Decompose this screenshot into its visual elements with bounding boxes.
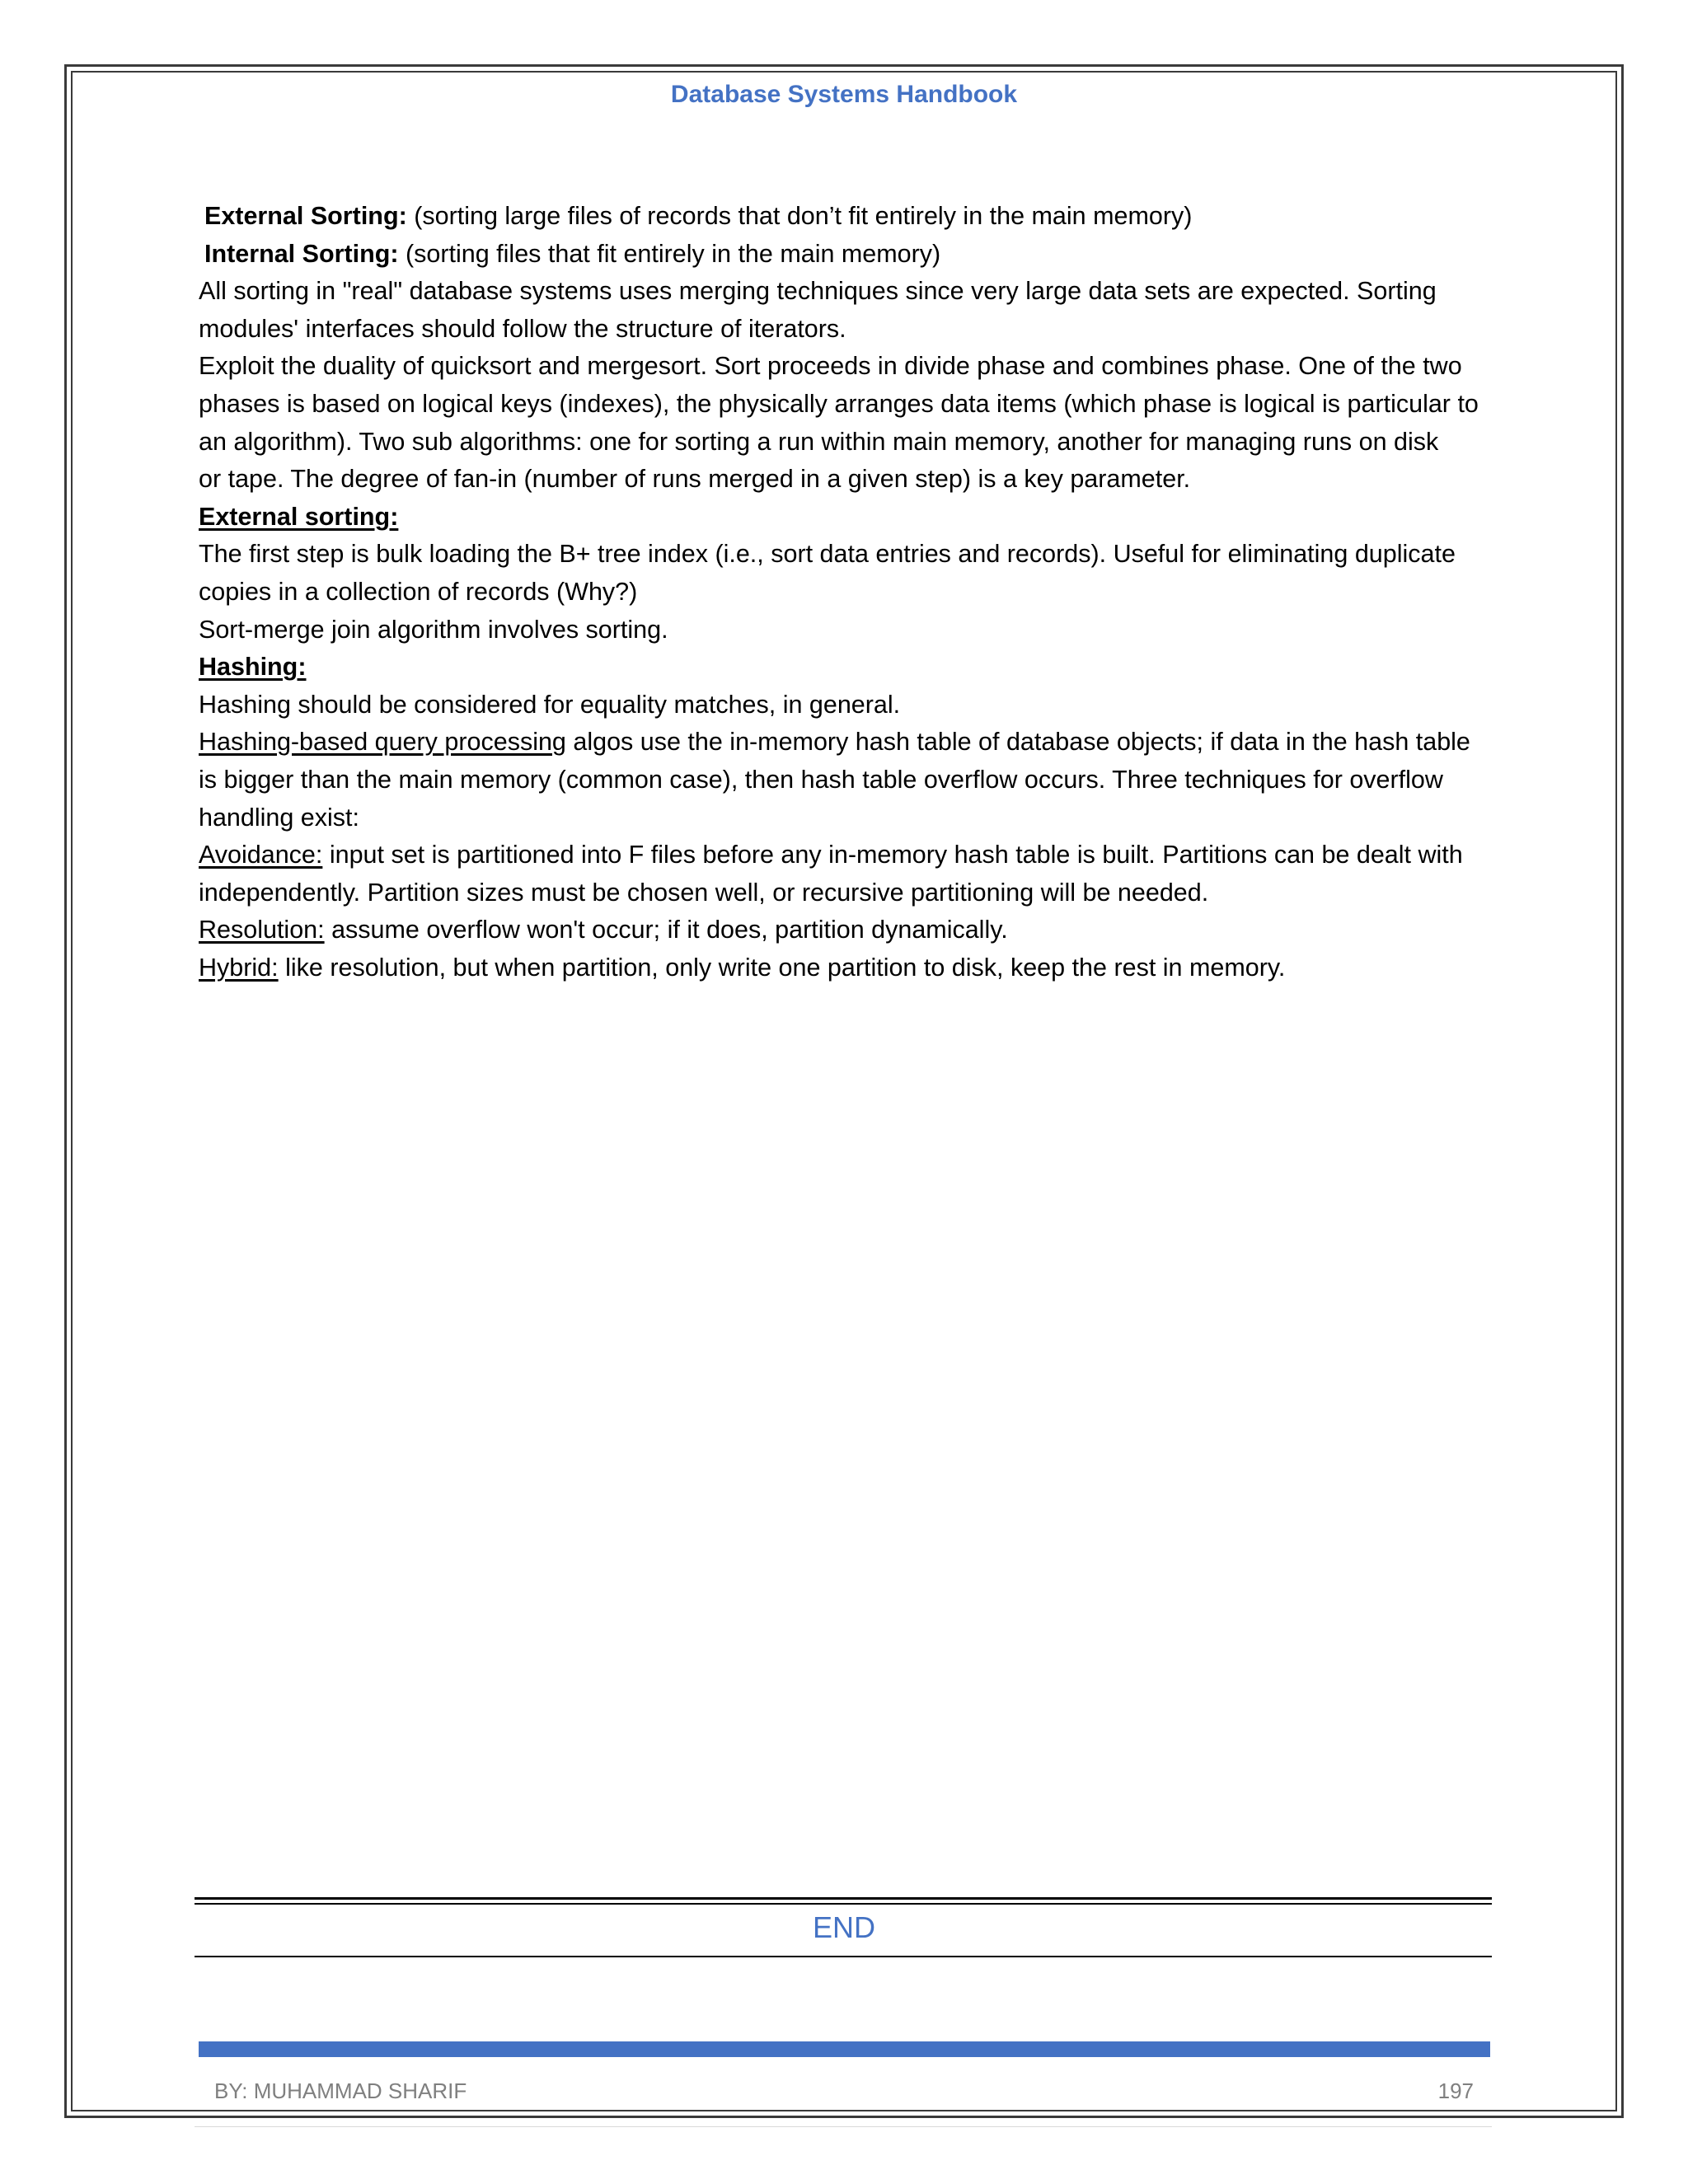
end-divider-bottom (195, 1956, 1492, 1957)
paragraph-line: or tape. The degree of fan-in (number of runs merged in a given step) is a key parameter. (199, 465, 1191, 494)
paragraph-line: All sorting in "real" database systems uses merging techniques since very large data sets are expected. Sorting (199, 277, 1437, 306)
footer-author: BY: MUHAMMAD SHARIF (214, 2079, 467, 2103)
paragraph-line: Hashing-based query processing algos use the in-memory hash table of database objects; if data in the hash table (199, 728, 1470, 757)
end-divider-top-second (195, 1903, 1492, 1905)
hashing-query-processing-term: Hashing-based query processing (199, 728, 566, 757)
paragraph-line: is bigger than the main memory (common case), then hash table overflow occurs. Three techniques for overflow (199, 765, 1443, 794)
paragraph-line: Hybrid: like resolution, but when partition, only write one partition to disk, keep the rest in memory. (199, 953, 1286, 982)
paragraph-line: The first step is bulk loading the B+ tree index (i.e., sort data entries and records). Useful for eliminating duplicate (199, 540, 1456, 569)
paragraph-line: Avoidance: input set is partitioned into F files before any in-memory hash table is built. Partitions can be dealt with (199, 841, 1463, 869)
paragraph-line: Exploit the duality of quicksort and mergesort. Sort proceeds in divide phase and combines phase. One of the two (199, 352, 1462, 381)
section-heading-hashing (199, 649, 1493, 687)
paragraph-line: Sort-merge join algorithm involves sorting. (199, 615, 668, 644)
internal-sorting-label: Internal Sorting: (204, 239, 399, 268)
page-number: 197 (1437, 2079, 1474, 2103)
footer-divider (195, 2126, 1492, 2127)
external-sorting-heading: External sorting: (199, 502, 399, 531)
end-divider-top (195, 1897, 1492, 1900)
paragraph-line: modules' interfaces should follow the structure of iterators. (199, 314, 846, 343)
header-title: Database Systems Handbook (670, 81, 1018, 108)
resolution-label: Resolution: (199, 916, 325, 944)
paragraph-line: an algorithm). Two sub algorithms: one for sorting a run within main memory, another for managing runs on disk (199, 427, 1439, 456)
internal-sorting-text: (sorting files that fit entirely in the main memory) (398, 239, 941, 268)
hybrid-label: Hybrid: (199, 953, 279, 982)
paragraph-line: Resolution: assume overflow won't occur; if it does, partition dynamically. (199, 916, 1008, 944)
avoidance-label: Avoidance: (199, 841, 323, 869)
paragraph-line: handling exist: (199, 803, 359, 832)
footer-accent-bar (199, 2041, 1490, 2057)
external-sorting-label: External Sorting: (204, 202, 407, 230)
body-content (199, 198, 1493, 987)
paragraph-line (199, 198, 1493, 236)
end-label: END (812, 1910, 875, 1944)
paragraph-line (199, 236, 1493, 274)
paragraph-line: copies in a collection of records (Why?) (199, 577, 638, 606)
hashing-heading: Hashing: (199, 653, 307, 682)
paragraph-line: Hashing should be considered for equality matches, in general. (199, 690, 901, 719)
section-heading-external-sorting (199, 499, 1493, 537)
paragraph-line: independently. Partition sizes must be chosen well, or recursive partitioning will be needed. (199, 878, 1209, 907)
paragraph-line: phases is based on logical keys (indexes), the physically arranges data items (which phase is logical is particular to (199, 389, 1479, 418)
external-sorting-text: (sorting large files of records that don’t fit entirely in the main memory) (406, 202, 1193, 230)
